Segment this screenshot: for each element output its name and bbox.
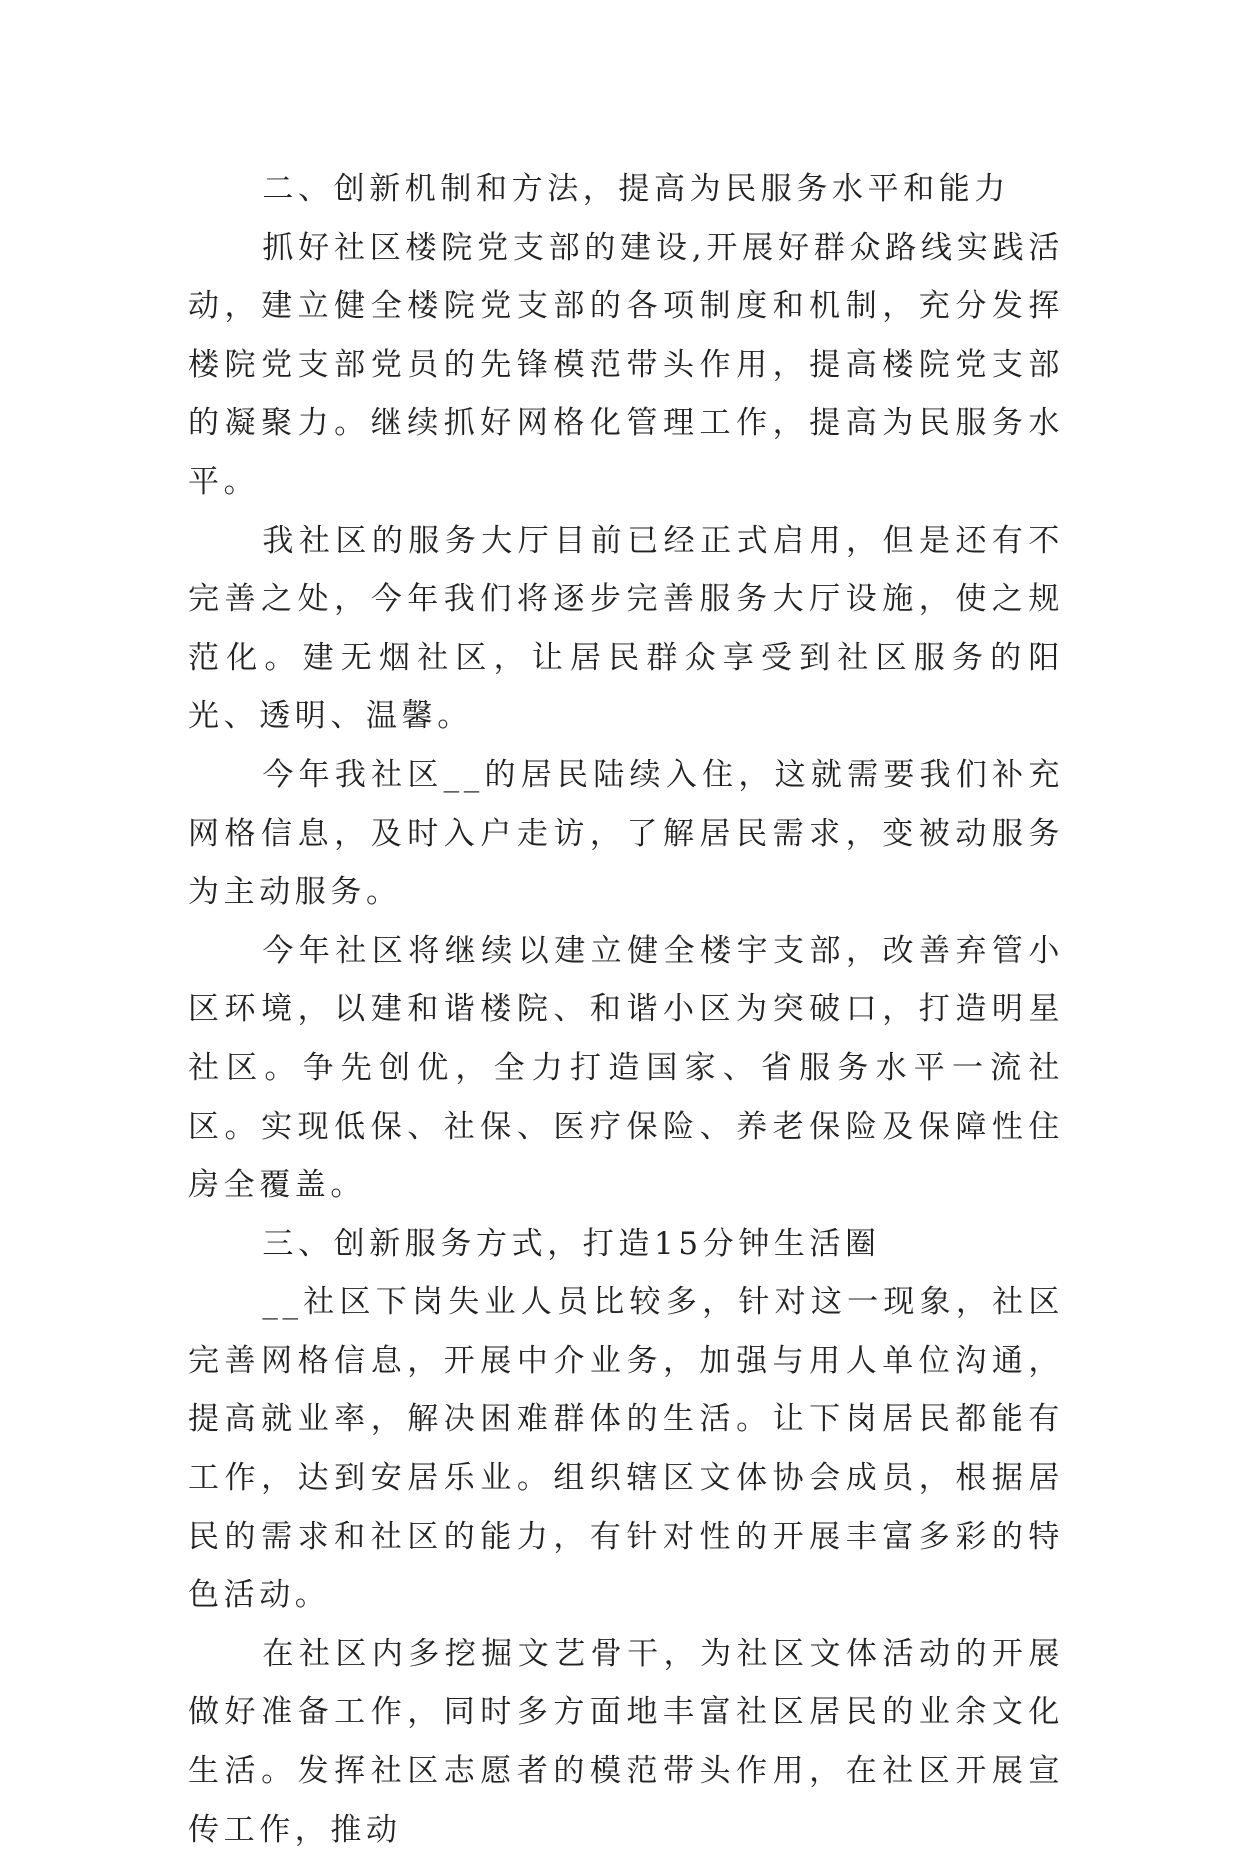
section-heading-innovation: 二、创新机制和方法，提高为民服务水平和能力 — [262, 171, 1010, 207]
paragraph-party-branch: 抓好社区楼院党支部的建设,开展好群众路线实践活动，建立健全楼院党支部的各项制度和机制，充分发挥楼院党支部党员的先锋模范带头作用，提高楼院党支部的凝聚力。继续抓好网格化管理工作，提高为民服务水平。 — [188, 229, 1064, 500]
section-heading-service-circle: 三、创新服务方式，打造15分钟生活圈 — [262, 1225, 881, 1262]
paragraph-employment: __社区下岗失业人员比较多，针对这一现象，社区完善网格信息，开展中介业务，加强与用人单位沟通，提高就业率，解决困难群体的生活。让下岗居民都能有工作，达到安居乐业。组织辖区文体协会成员，根据居民的需求和社区的能力，有针对性的开展丰富多彩的特色活动。 — [188, 1284, 1064, 1614]
paragraph-service-hall: 我社区的服务大厅目前已经正式启用，但是还有不完善之处，今年我们将逐步完善服务大厅设施，使之规范化。建无烟社区，让居民群众享受到社区服务的阳光、透明、温馨。 — [188, 522, 1064, 735]
document-body — [188, 160, 1064, 1859]
paragraph-new-residents: 今年我社区__的居民陆续入住，这就需要我们补充网格信息，及时入户走访，了解居民需求，变被动服务为主动服务。 — [188, 756, 1064, 911]
paragraph-star-community: 今年社区将继续以建立健全楼宇支部，改善弃管小区环境，以建和谐楼院、和谐小区为突破口，打造明星社区。争先创优，全力打造国家、省服务水平一流社区。实现低保、社保、医疗保险、养老保险及保障性住房全覆盖。 — [188, 932, 1064, 1204]
paragraph-culture: 在社区内多挖掘文艺骨干，为社区文体活动的开展做好准备工作，同时多方面地丰富社区居民的业余文化生活。发挥社区志愿者的模范带头作用，在社区开展宣传工作，推动 — [188, 1635, 1064, 1848]
